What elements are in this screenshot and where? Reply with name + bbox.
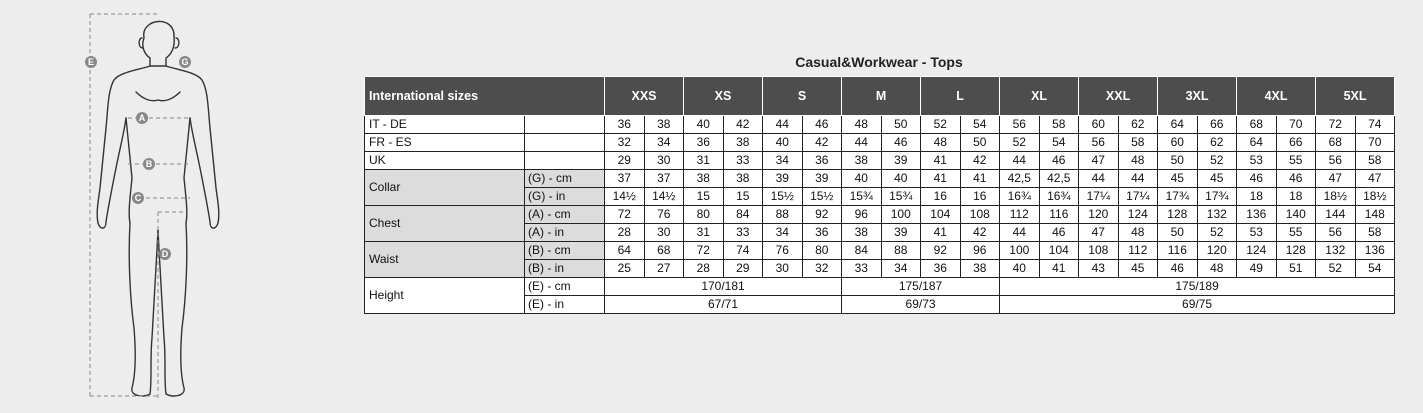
unit-label: (A) - in [525,224,605,242]
header-size: XL [1000,77,1079,116]
size-cell: 42,5 [1039,170,1079,188]
size-cell: 17¼ [1118,188,1158,206]
size-cell: 30 [644,152,684,170]
header-size: 3XL [1158,77,1237,116]
size-cell: 104 [1039,242,1079,260]
size-cell: 116 [1158,242,1198,260]
size-cell: 29 [723,260,763,278]
size-cell: 70 [1355,134,1395,152]
size-cell: 45 [1197,170,1237,188]
size-cell: 68 [644,242,684,260]
size-cell: 140 [1276,206,1316,224]
size-cell: 42 [960,152,1000,170]
human-figure-icon [78,8,238,408]
size-cell: 144 [1316,206,1356,224]
size-cell: 39 [881,224,921,242]
size-cell: 52 [1197,224,1237,242]
size-cell: 18 [1276,188,1316,206]
size-cell: 53 [1237,152,1277,170]
size-cell: 42 [723,116,763,134]
size-header-row [365,77,1395,116]
size-cell: 70 [1276,116,1316,134]
size-cell: 17¾ [1158,188,1198,206]
size-cell: 15¾ [842,188,882,206]
size-cell: 41 [1039,260,1079,278]
size-cell: 46 [1276,170,1316,188]
size-cell: 39 [881,152,921,170]
size-cell: 39 [763,170,803,188]
label-g: G [181,57,189,67]
size-cell: 40 [881,170,921,188]
size-cell: 14½ [644,188,684,206]
size-cell: 16 [921,188,961,206]
size-cell: 28 [605,224,645,242]
size-cell: 136 [1237,206,1277,224]
size-cell: 31 [684,152,724,170]
size-cell: 52 [921,116,961,134]
size-cell: 72 [1316,116,1356,134]
size-cell: 17¾ [1197,188,1237,206]
size-cell: 27 [644,260,684,278]
size-cell: 88 [763,206,803,224]
size-cell: 40 [684,116,724,134]
table-row [365,242,1395,260]
size-cell: 42 [960,224,1000,242]
size-cell: 104 [921,206,961,224]
size-cell: 18 [1237,188,1277,206]
size-cell: 46 [1237,170,1277,188]
size-cell: 62 [1197,134,1237,152]
label-e: E [87,57,95,67]
size-cell: 29 [605,152,645,170]
size-cell: 37 [644,170,684,188]
size-cell: 56 [1000,116,1040,134]
table-title: Casual&Workwear - Tops [795,54,963,70]
body-measurement-diagram [78,8,238,408]
size-cell: 16 [960,188,1000,206]
size-cell: 58 [1039,116,1079,134]
size-cell: 34 [881,260,921,278]
row-unit-empty [525,116,605,134]
size-cell: 58 [1355,224,1395,242]
size-cell: 15¾ [881,188,921,206]
size-cell: 58 [1355,152,1395,170]
size-cell: 60 [1158,134,1198,152]
size-cell: 100 [1000,242,1040,260]
size-cell: 38 [842,152,882,170]
row-label: UK [365,152,525,170]
size-cell: 68 [1316,134,1356,152]
unit-label: (B) - in [525,260,605,278]
size-cell: 64 [605,242,645,260]
size-cell: 38 [684,170,724,188]
size-cell: 41 [921,224,961,242]
size-cell: 120 [1197,242,1237,260]
header-size: XS [684,77,763,116]
size-cell: 80 [684,206,724,224]
size-cell: 44 [842,134,882,152]
size-cell: 38 [723,134,763,152]
size-cell: 31 [684,224,724,242]
size-cell: 44 [1000,224,1040,242]
size-cell: 18½ [1316,188,1356,206]
size-cell: 40 [1000,260,1040,278]
size-cell: 124 [1118,206,1158,224]
size-cell: 128 [1276,242,1316,260]
size-cell: 88 [881,242,921,260]
size-cell: 50 [1158,224,1198,242]
size-cell: 44 [763,116,803,134]
size-cell: 41 [921,152,961,170]
unit-label: (E) - cm [525,278,605,296]
size-cell: 37 [605,170,645,188]
height-cell: 175/189 [1000,278,1395,296]
size-cell: 116 [1039,206,1079,224]
size-cell: 56 [1316,224,1356,242]
table-row [365,116,1395,134]
size-cell: 54 [960,116,1000,134]
size-cell: 66 [1276,134,1316,152]
size-cell: 48 [842,116,882,134]
size-cell: 48 [1118,224,1158,242]
size-cell: 47 [1316,170,1356,188]
size-cell: 25 [605,260,645,278]
size-cell: 128 [1158,206,1198,224]
size-cell: 66 [1197,116,1237,134]
size-cell: 52 [1000,134,1040,152]
size-cell: 124 [1237,242,1277,260]
size-cell: 48 [921,134,961,152]
size-cell: 15 [684,188,724,206]
size-cell: 42 [802,134,842,152]
size-cell: 43 [1079,260,1119,278]
row-label: IT - DE [365,116,525,134]
label-d: D [161,249,169,259]
size-cell: 74 [1355,116,1395,134]
size-cell: 15½ [763,188,803,206]
size-cell: 54 [1355,260,1395,278]
size-cell: 55 [1276,152,1316,170]
size-cell: 46 [1158,260,1198,278]
size-cell: 96 [960,242,1000,260]
size-cell: 50 [960,134,1000,152]
size-cell: 108 [1079,242,1119,260]
label-b: B [145,159,153,169]
header-size: S [763,77,842,116]
size-cell: 56 [1316,152,1356,170]
size-cell: 47 [1079,152,1119,170]
size-cell: 50 [881,116,921,134]
unit-label: (E) - in [525,296,605,314]
header-size: XXL [1079,77,1158,116]
size-cell: 92 [921,242,961,260]
label-a: A [138,113,146,123]
size-cell: 49 [1237,260,1277,278]
size-cell: 46 [1039,224,1079,242]
size-cell: 36 [921,260,961,278]
size-cell: 15 [723,188,763,206]
size-cell: 46 [802,116,842,134]
height-cell: 67/71 [605,296,842,314]
unit-label: (G) - in [525,188,605,206]
size-cell: 16¾ [1039,188,1079,206]
size-cell: 92 [802,206,842,224]
header-size: XXS [605,77,684,116]
size-cell: 33 [842,260,882,278]
size-cell: 48 [1118,152,1158,170]
size-cell: 47 [1079,224,1119,242]
size-cell: 53 [1237,224,1277,242]
table-row [365,278,1395,296]
group-label: Waist [365,242,525,278]
size-table [364,76,1395,314]
size-cell: 68 [1237,116,1277,134]
height-cell: 69/73 [842,296,1000,314]
size-cell: 45 [1118,260,1158,278]
size-cell: 56 [1079,134,1119,152]
group-label: Chest [365,206,525,242]
size-cell: 36 [802,224,842,242]
size-cell: 76 [644,206,684,224]
row-unit-empty [525,134,605,152]
size-cell: 80 [802,242,842,260]
size-cell: 52 [1197,152,1237,170]
size-cell: 46 [881,134,921,152]
size-cell: 148 [1355,206,1395,224]
size-cell: 62 [1118,116,1158,134]
size-cell: 44 [1000,152,1040,170]
size-cell: 96 [842,206,882,224]
group-label: Collar [365,170,525,206]
size-cell: 41 [960,170,1000,188]
size-cell: 84 [842,242,882,260]
size-table-body [365,116,1395,314]
size-cell: 108 [960,206,1000,224]
size-cell: 60 [1079,116,1119,134]
size-cell: 28 [684,260,724,278]
size-cell: 120 [1079,206,1119,224]
size-cell: 18½ [1355,188,1395,206]
size-cell: 42,5 [1000,170,1040,188]
size-cell: 36 [684,134,724,152]
size-cell: 64 [1158,116,1198,134]
size-cell: 40 [842,170,882,188]
height-cell: 69/75 [1000,296,1395,314]
size-cell: 30 [644,224,684,242]
size-cell: 51 [1276,260,1316,278]
size-cell: 33 [723,152,763,170]
size-cell: 34 [763,152,803,170]
height-cell: 175/187 [842,278,1000,296]
size-cell: 100 [881,206,921,224]
height-label: Height [365,278,525,314]
header-size: L [921,77,1000,116]
size-cell: 17¼ [1079,188,1119,206]
size-cell: 38 [960,260,1000,278]
size-cell: 55 [1276,224,1316,242]
size-cell: 44 [1118,170,1158,188]
size-cell: 132 [1197,206,1237,224]
size-cell: 36 [605,116,645,134]
unit-label: (A) - cm [525,206,605,224]
size-cell: 44 [1079,170,1119,188]
row-unit-empty [525,152,605,170]
size-cell: 58 [1118,134,1158,152]
size-cell: 41 [921,170,961,188]
size-cell: 38 [644,116,684,134]
size-cell: 40 [763,134,803,152]
size-cell: 47 [1355,170,1395,188]
size-cell: 34 [644,134,684,152]
size-cell: 38 [723,170,763,188]
size-cell: 54 [1039,134,1079,152]
size-cell: 38 [842,224,882,242]
unit-label: (G) - cm [525,170,605,188]
size-cell: 34 [763,224,803,242]
size-cell: 36 [802,152,842,170]
size-cell: 136 [1355,242,1395,260]
size-cell: 72 [684,242,724,260]
size-cell: 30 [763,260,803,278]
size-cell: 33 [723,224,763,242]
header-size: 5XL [1316,77,1395,116]
table-row [365,134,1395,152]
size-cell: 14½ [605,188,645,206]
label-c: C [134,193,142,203]
size-cell: 50 [1158,152,1198,170]
size-cell: 112 [1118,242,1158,260]
table-row [365,206,1395,224]
size-cell: 132 [1316,242,1356,260]
size-cell: 64 [1237,134,1277,152]
size-cell: 32 [802,260,842,278]
row-label: FR - ES [365,134,525,152]
size-cell: 46 [1039,152,1079,170]
size-cell: 15½ [802,188,842,206]
height-cell: 170/181 [605,278,842,296]
size-cell: 52 [1316,260,1356,278]
size-cell: 76 [763,242,803,260]
table-row [365,170,1395,188]
size-cell: 32 [605,134,645,152]
size-cell: 16¾ [1000,188,1040,206]
size-cell: 48 [1197,260,1237,278]
size-cell: 39 [802,170,842,188]
header-size: M [842,77,921,116]
size-cell: 84 [723,206,763,224]
unit-label: (B) - cm [525,242,605,260]
table-row [365,152,1395,170]
header-size: 4XL [1237,77,1316,116]
size-cell: 74 [723,242,763,260]
header-international-sizes: International sizes [365,77,605,116]
size-cell: 45 [1158,170,1198,188]
size-cell: 112 [1000,206,1040,224]
size-cell: 72 [605,206,645,224]
